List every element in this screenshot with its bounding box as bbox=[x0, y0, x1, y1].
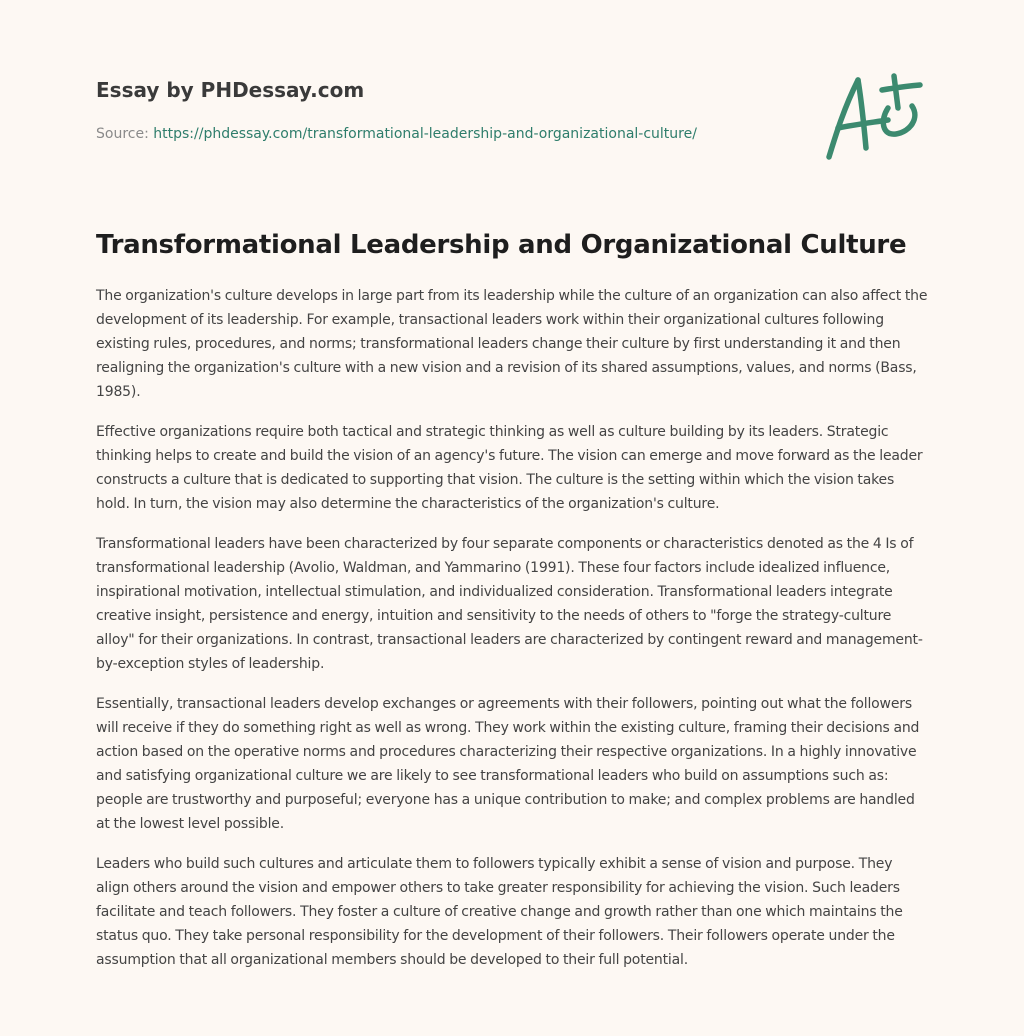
source-link[interactable]: https://phdessay.com/transformational-leadership-and-organizational-culture/ bbox=[153, 126, 697, 142]
article-body bbox=[96, 284, 928, 988]
source-line bbox=[96, 124, 796, 144]
source-label: Source: bbox=[96, 126, 154, 142]
article-title: Transformational Leadership and Organizational Culture bbox=[96, 230, 907, 260]
paragraph: Transformational leaders have been characterized by four separate components or characteristics denoted as the 4 Is of transformational leadership (Avolio, Waldman, and Yammarino (1991). These four factors include idealized influence, inspirational motivation, intellectual stimulation, and individualized consideration. Transformational leaders integrate creative insight, persistence and energy, intuition and sensitivity to the needs of others to "forge the strategy-culture alloy" for their organizations. In contrast, transactional leaders are characterized by contingent reward and management-by-exception styles of leadership. bbox=[96, 536, 923, 672]
paragraph: The organization's culture develops in large part from its leadership while the culture of an organization can also affect the development of its leadership. For example, transactional leaders work within their organizational cultures following existing rules, procedures, and norms; transformational leaders change their culture by first understanding it and then realigning the organization's culture with a new vision and a revision of its shared assumptions, values, and norms (Bass, 1985). bbox=[96, 288, 928, 400]
page-header bbox=[96, 76, 796, 144]
site-brand: Essay by PHDessay.com bbox=[96, 78, 365, 102]
paragraph: Leaders who build such cultures and articulate them to followers typically exhibit a sense of vision and purpose. They align others around the vision and empower others to take greater responsibility for achieving the vision. Such leaders facilitate and teach followers. They foster a culture of creative change and growth rather than one which maintains the status quo. They take personal responsibility for the development of their followers. Their followers operate under the assumption that all organizational members should be developed to their full potential. bbox=[96, 856, 903, 968]
paragraph: Effective organizations require both tactical and strategic thinking as well as culture building by its leaders. Strategic thinking helps to create and build the vision of an agency's future. The vision can emerge and move forward as the leader constructs a culture that is dedicated to supporting that vision. The culture is the setting within which the vision takes hold. In turn, the vision may also determine the characteristics of the organization's culture. bbox=[96, 424, 923, 512]
a-plus-grade-icon bbox=[822, 68, 926, 164]
paragraph: Essentially, transactional leaders develop exchanges or agreements with their followers, pointing out what the followers will receive if they do something right as well as wrong. They work within the existing culture, framing their decisions and action based on the operative norms and procedures characterizing their respective organizations. In a highly innovative and satisfying organizational culture we are likely to see transformational leaders who build on assumptions such as: people are trustworthy and purposeful; everyone has a unique contribution to make; and complex problems are handled at the lowest level possible. bbox=[96, 696, 920, 832]
